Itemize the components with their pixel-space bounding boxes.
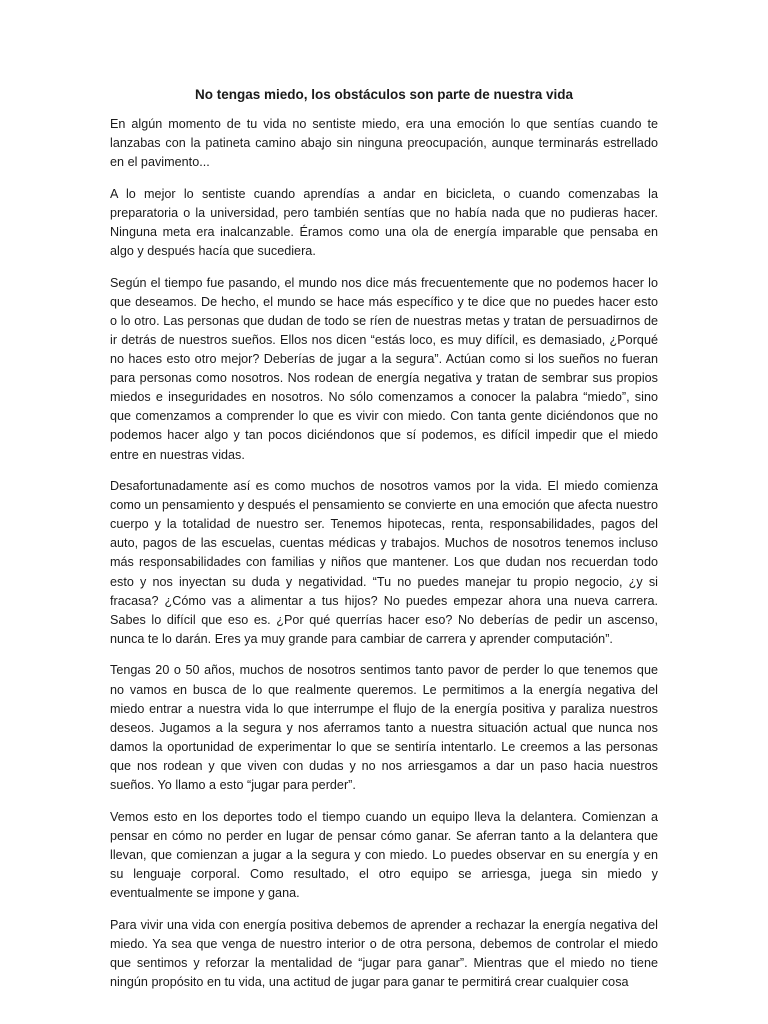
paragraph-1: En algún momento de tu vida no sentiste miedo, era una emoción lo que sentías cuando te lanzabas con la patineta camino abajo sin ninguna preocupación, aunque terminarás estrellado en el pavimento... (110, 117, 658, 170)
paragraph-3: Según el tiempo fue pasando, el mundo nos dice más frecuentemente que no podemos hacer lo que deseamos. De hecho, el mundo se hace más específico y te dice que no puedes hacer esto o lo otro. Las personas que dudan de todo se ríen de nuestras metas y tratan de persuadirnos de ir detrás de nuestros sueños. Ellos nos dicen “estás loco, es muy difícil, es demasiado, ¿Porqué no haces esto otro mejor? Deberías de jugar a la segura”. Actúan como si los sueños no fueran para personas como nosotros. Nos rodean de energía negativa y tratan de sembrar sus propios miedos e inseguridades en nosotros. No sólo comenzamos a conocer la palabra “miedo”, sino que comenzamos a comprender lo que es vivir con miedo. Con tanta gente diciéndonos que no podemos hacer algo y tan pocos diciéndonos que sí podemos, es difícil impedir que el miedo entre en nuestras vidas. (110, 275, 658, 462)
paragraph-2: A lo mejor lo sentiste cuando aprendías a andar en bicicleta, o cuando comenzabas la preparatoria o la universidad, pero también sentías que no había nada que no pudieras hacer. Ninguna meta era inalcanzable. Éramos como una ola de energía imparable que pensaba en algo y después hacía que sucediera. (110, 186, 658, 259)
paragraph-6: Vemos esto en los deportes todo el tiempo cuando un equipo lleva la delantera. Comienzan a pensar en cómo no perder en lugar de pensar cómo ganar. Se aferran tanto a la delantera que llevan, que comienzan a jugar a la segura y con miedo. Lo puedes observar en su energía y en su lenguaje corporal. Como resultado, el otro equipo se arriesga, juega sin miedo y eventualmente se impone y gana. (110, 809, 658, 900)
document-title: No tengas miedo, los obstáculos son parte de nuestra vida (194, 87, 574, 102)
paragraph-7: Para vivir una vida con energía positiva debemos de aprender a rechazar la energía negativa del miedo. Ya sea que venga de nuestro interior o de otra persona, debemos de controlar el miedo que sentimos y reforzar la mentalidad de “jugar para ganar”. Mientras que el miedo no tiene ningún propósito en tu vida, una actitud de jugar para ganar te permitirá crear cualquier cosa (110, 917, 658, 989)
paragraph-4: Desafortunadamente así es como muchos de nosotros vamos por la vida. El miedo comienza como un pensamiento y después el pensamiento se convierte en una emoción que afecta nuestro cuerpo y la totalidad de nuestro ser. Tenemos hipotecas, renta, responsabilidades, pagos del auto, pagos de las escuelas, cuentas médicas y trabajos. Muchos de nosotros tenemos incluso más responsabilidades con familias y niños que mantener. Los que dudan nos recuerdan todo esto y nos inyectan su duda y negatividad. “Tu no puedes manejar tu propio negocio, ¿y si fracasa? ¿Cómo vas a alimentar a tus hijos? No puedes empezar ahora una nueva carrera. Sabes lo difícil que eso es. ¿Por qué querrías hacer eso? No deberías de pedir un ascenso, nunca te lo darán. Eres ya muy grande para cambiar de carrera y aprender computación”. (110, 479, 658, 646)
paragraph-5: Tengas 20 o 50 años, muchos de nosotros sentimos tanto pavor de perder lo que tenemos que no vamos en busca de lo que realmente queremos. Le permitimos a la energía negativa del miedo entrar a nuestra vida lo que interrumpe el flujo de la energía positiva y paraliza nuestros deseos. Jugamos a la segura y nos aferramos tanto a nuestra situación actual que nunca nos damos la oportunidad de experimentar lo que se sentiría intentarlo. Le creemos a las personas que nos rodean y que viven con dudas y no nos arriesgamos a dar un paso hacia nuestros sueños. Yo llamo a esto “jugar para perder”. (110, 663, 658, 792)
